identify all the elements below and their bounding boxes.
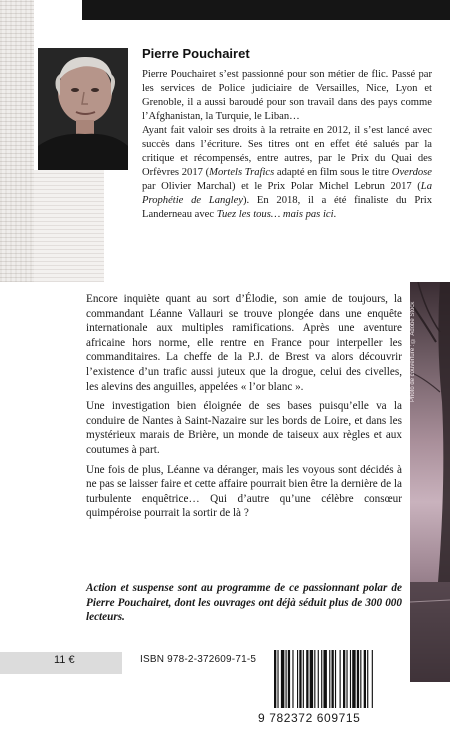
film-title-overdose: Overdose <box>391 167 432 178</box>
author-name: Pierre Pouchairet <box>142 46 250 61</box>
isbn-number: ISBN 978-2-372609-71-5 <box>140 654 257 665</box>
photo-credit: Photo de couverture : © Adobe Stock <box>410 301 416 402</box>
blurb-tagline: Action et suspense sont au programme de ce passionnant polar de Pierre Pouchairet, dont les ouvrages ont déjà séduit plus de 300 000 lecteurs. <box>86 582 402 624</box>
bio-text: adapté en film sous le titre <box>274 167 392 178</box>
blurb-paragraph-1: Encore inquiète quant au sort d’Élodie, son amie de toujours, la commandant Léanne Vallauri se trouve plongée dans une enquête internationale aux multiples ramifications. Après une aventure africaine hors norme, elle rentre en France pour interpeller les commanditaires. La cheffe de la P.J. de Brest va alors découvrir l’existence d’un trafic aussi juteux que la drogue, celui des civelles, les alevins des anguilles, appelées « l’or blanc ». <box>86 293 402 393</box>
price: 11 € <box>54 654 75 666</box>
decorative-pattern <box>0 0 34 282</box>
book-title-tuez-les-tous: Tuez les tous… mais pas ici <box>216 209 334 220</box>
back-cover-blurb <box>86 292 402 526</box>
bio-text: . <box>333 209 337 220</box>
bio-text: Ayant fait valoir ses droits à la retraite en 2012, il s’est lancé avec succès dans l’écriture. Ses titres ont en effet été salués par la critique et récompensés, entre autres, par le Prix du Quai des Orfèvres 2017 ( <box>142 125 432 178</box>
bio-text: ). En 2018, il a été finaliste du Prix Landerneau avec <box>142 195 432 220</box>
barcode-icon <box>270 650 418 712</box>
author-photo <box>38 48 128 170</box>
author-bio <box>142 68 432 222</box>
blurb-paragraph-2: Une investigation bien éloignée de ses bases puisqu’elle va la conduire de Nantes à Saint-Nazaire sur les bords de Loire, et dans les mystérieux marais de Brière, un monde de taiseux aux règles et aux coutumes à part. <box>86 400 402 456</box>
top-dark-bar <box>82 0 450 20</box>
bio-paragraph-1: Pierre Pouchairet s’est passionné pour son métier de flic. Passé par les services de Police judiciaire de Versailles, Nice, Lyon et Grenoble, il a aussi baroudé pour son travail dans des pays comme l’Afghanistan, la Turquie, le Liban… <box>142 69 432 122</box>
book-title-prophetie: La Prophétie de Langley <box>142 181 432 206</box>
decorative-pattern-lower <box>34 170 104 282</box>
author-portrait-icon <box>38 48 128 170</box>
barcode-digits: 9 782372 609715 <box>258 711 361 725</box>
bio-paragraph-2 <box>142 124 432 222</box>
bio-text: par Olivier Marchal) et le Prix Polar Michel Lebrun 2017 ( <box>142 181 421 192</box>
book-title-mortels-trafics: Mortels Trafics <box>209 167 275 178</box>
blurb-paragraph-3: Une fois de plus, Léanne va déranger, mais les voyous sont décidés à ne pas se laisser faire et cette affaire pourrait bien être la dernière de la turbulente enquêtrice… Qui d’autre qu’une célèbre consœur quimpéroise pourrait la sortir de là ? <box>86 463 402 520</box>
cover-edge-image <box>410 282 450 682</box>
